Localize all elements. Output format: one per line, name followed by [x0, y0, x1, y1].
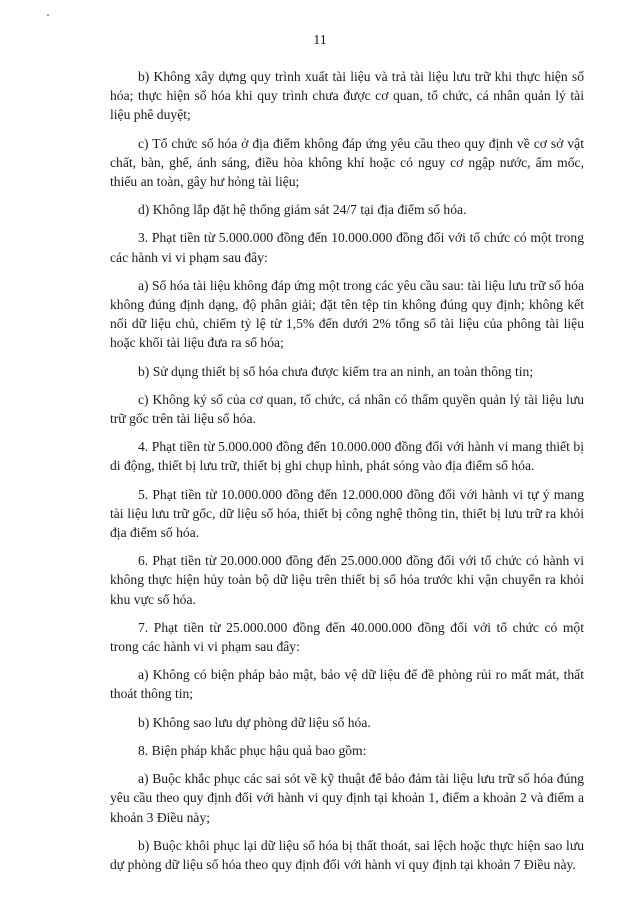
- paragraph-clause-6: 6. Phạt tiền từ 20.000.000 đồng đến 25.000.000 đồng đối với tổ chức có hành vi không thực hiện hủy toàn bộ dữ liệu trên thiết bị số hóa trước khi vận chuyển ra khỏi khu vực số hóa.: [110, 553, 584, 607]
- page-number: 11: [313, 33, 327, 48]
- document-body: [110, 67, 584, 883]
- paragraph-7b: b) Không sao lưu dự phòng dữ liệu số hóa.: [138, 714, 371, 730]
- paragraph-clause-7: 7. Phạt tiền từ 25.000.000 đồng đến 40.000.000 đồng đối với tổ chức có một trong các hành vi vi phạm sau đây:: [110, 619, 584, 655]
- paragraph-clause-5: 5. Phạt tiền từ 10.000.000 đồng đến 12.000.000 đồng đối với hành vi tự ý mang tài liệu lưu trữ gốc, dữ liệu số hóa, thiết bị công nghệ thông tin, thiết bị lưu trữ ra khỏi địa điểm số hóa.: [110, 486, 584, 541]
- paragraph-2b: b) Không xây dựng quy trình xuất tài liệu và trả tài liệu lưu trữ khi thực hiện số hóa; thực hiện số hóa khi quy trình chưa được cơ quan, tổ chức, cá nhân quản lý tài liệu phê duyệt;: [110, 69, 584, 123]
- paragraph-2d: d) Không lắp đặt hệ thống giám sát 24/7 tại địa điểm số hóa.: [138, 202, 467, 218]
- paragraph-7a: a) Không có biện pháp bảo mật, bảo vệ dữ liệu để đề phòng rủi ro mất mát, thất thoát thông tin;: [110, 667, 584, 702]
- scan-speck: [47, 14, 49, 16]
- paragraph-clause-8: 8. Biện pháp khắc phục hậu quả bao gồm:: [138, 742, 367, 758]
- paragraph-clause-4: 4. Phạt tiền từ 5.000.000 đồng đến 10.000.000 đồng đối với hành vi mang thiết bị di động, thiết bị lưu trữ, thiết bị ghi chụp hình, phát sóng vào địa điểm số hóa.: [110, 439, 584, 474]
- paragraph-8a: a) Buộc khắc phục các sai sót về kỹ thuật để bảo đảm tài liệu lưu trữ số hóa đúng yêu cầu theo quy định đối với hành vi quy định tại khoản 1, điểm a khoản 2 và điểm a khoản 3 Điều này;: [110, 771, 584, 825]
- paragraph-3c: c) Không ký số của cơ quan, tổ chức, cá nhân có thẩm quyền quản lý tài liệu lưu trữ gốc trên tài liệu số hóa.: [110, 391, 584, 427]
- paragraph-clause-3: 3. Phạt tiền từ 5.000.000 đồng đến 10.000.000 đồng đối với tổ chức có một trong các hành vi vi phạm sau đây:: [110, 230, 584, 265]
- paragraph-8b: b) Buộc khôi phục lại dữ liệu số hóa bị thất thoát, sai lệch hoặc thực hiện sao lưu dự phòng dữ liệu số hóa theo quy định đối với hành vi quy định tại khoản 7 Điều này.: [110, 837, 584, 872]
- paragraph-3a: a) Số hóa tài liệu không đáp ứng một trong các yêu cầu sau: tài liệu lưu trữ số hóa không đúng định dạng, độ phân giải; đặt tên tệp tin không đúng quy định; không kết nối dữ liệu chủ, chiếm tỷ lệ từ 1,5% đến dưới 2% tổng số tài liệu của phông tài liệu hoặc khối tài liệu đưa ra số hóa;: [110, 277, 584, 351]
- paragraph-2c: c) Tổ chức số hóa ở địa điểm không đáp ứng yêu cầu theo quy định về cơ sở vật chất, bàn, ghế, ánh sáng, điều hòa không khí hoặc có nguy cơ ngập nước, ẩm mốc, thiếu an toàn, gây hư hỏng tài liệu;: [110, 135, 584, 190]
- paragraph-3b: b) Sử dụng thiết bị số hóa chưa được kiểm tra an ninh, an toàn thông tin;: [138, 363, 534, 379]
